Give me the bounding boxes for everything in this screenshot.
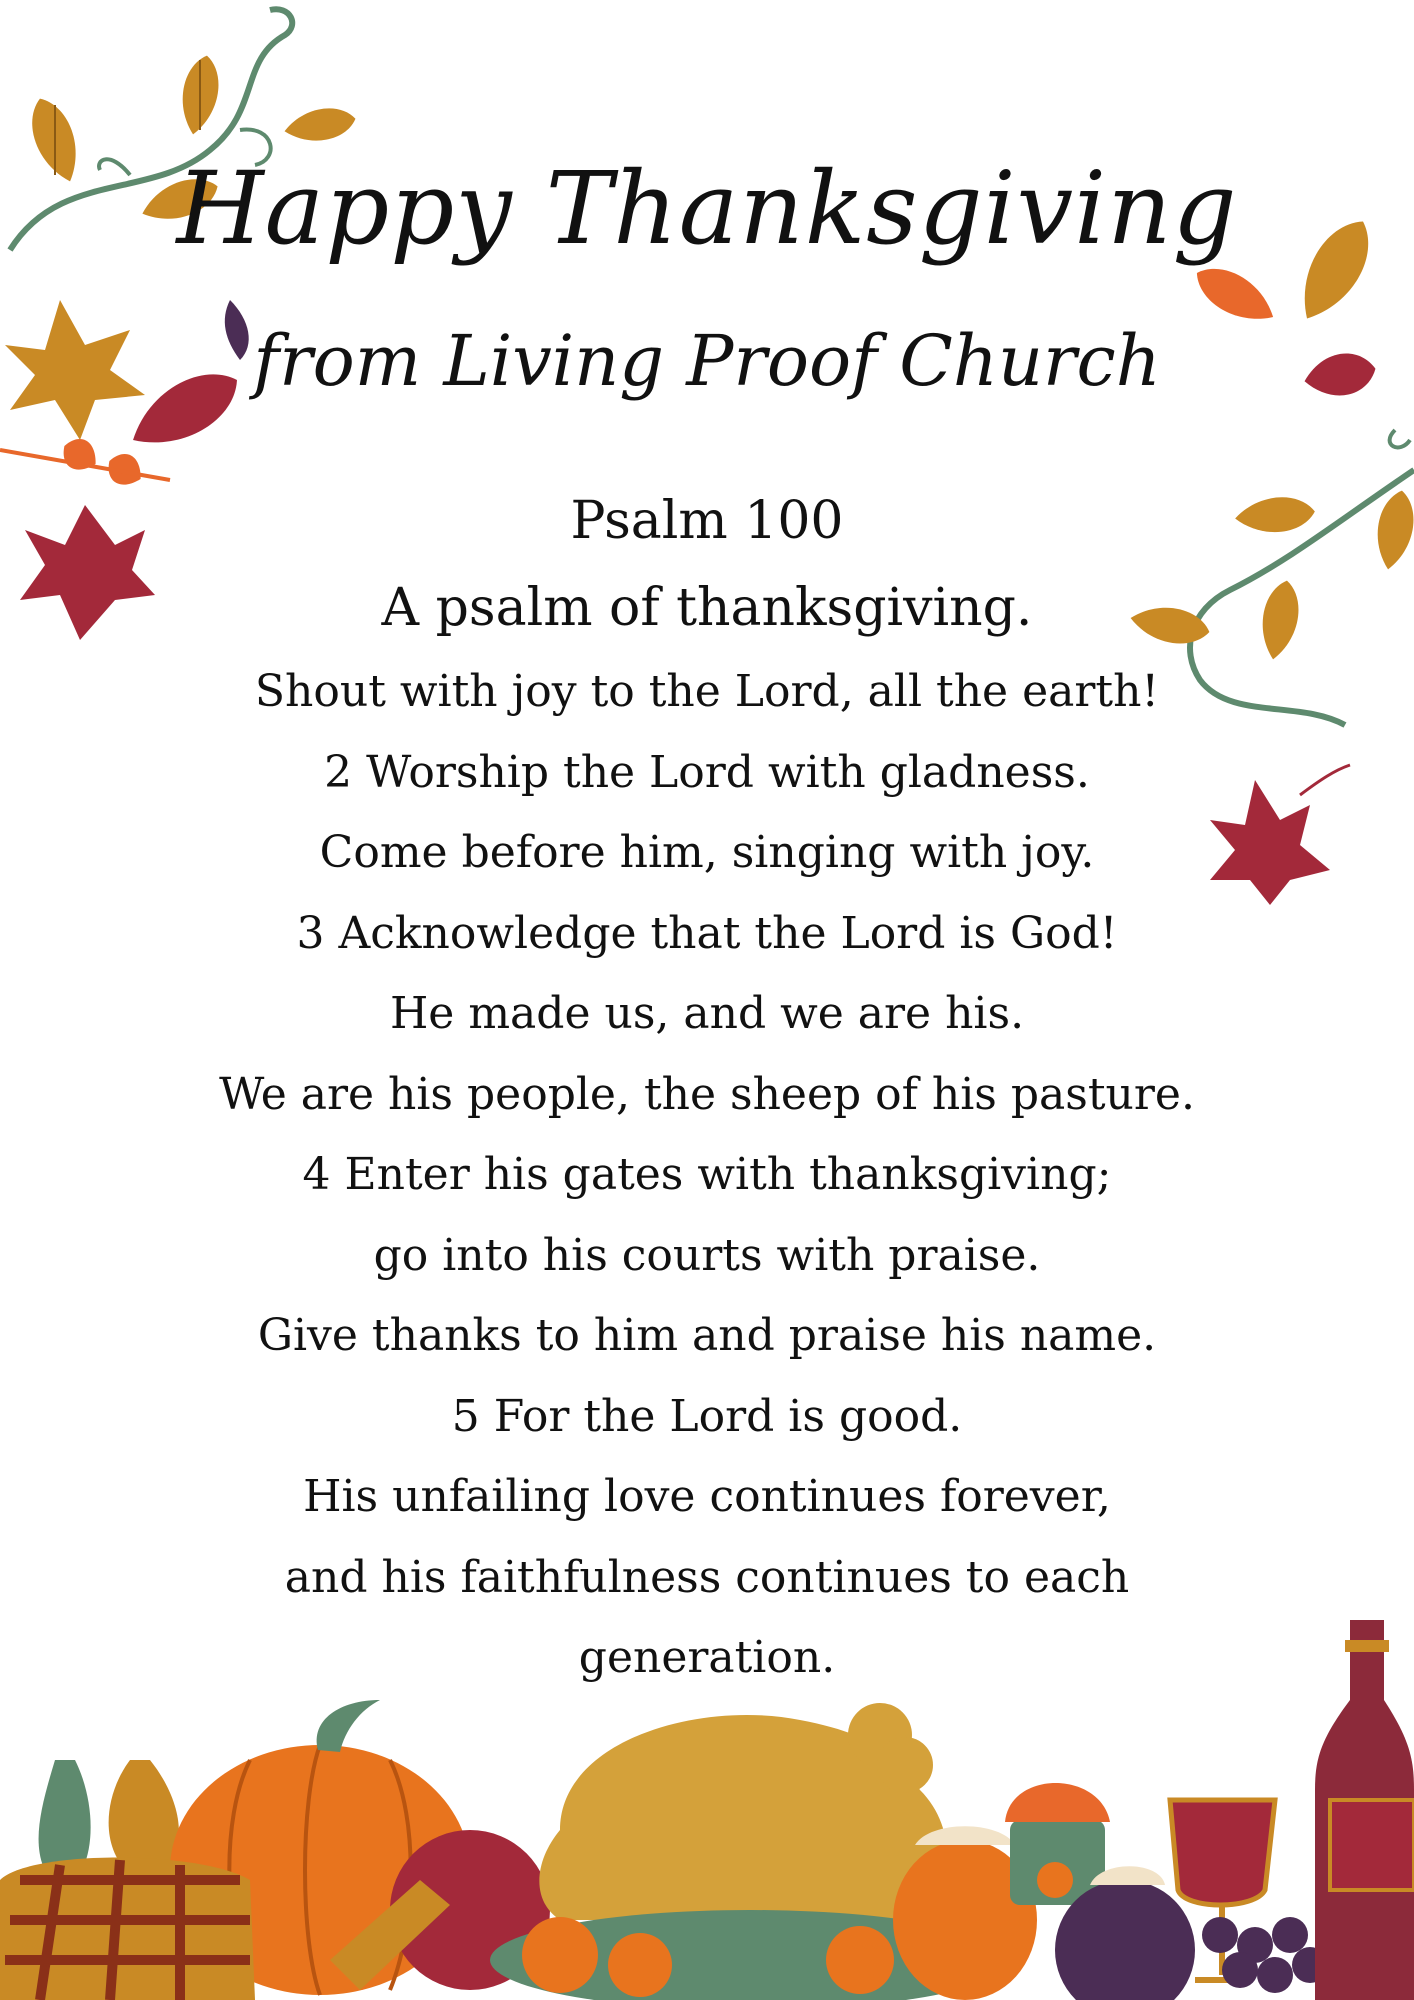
- psalm-line: His unfailing love continues forever,: [303, 1471, 1111, 1522]
- psalm-line: generation.: [578, 1632, 836, 1683]
- psalm-text: [130, 478, 1284, 1699]
- psalm-line: 3 Acknowledge that the Lord is God!: [296, 907, 1118, 959]
- psalm-line: We are his people, the sheep of his pasture.: [219, 1068, 1195, 1120]
- psalm-subheading: A psalm of thanksgiving.: [381, 578, 1033, 638]
- psalm-line: Come before him, singing with joy.: [319, 827, 1095, 878]
- psalm-heading: Psalm 100: [570, 491, 844, 551]
- psalm-line: go into his courts with praise.: [373, 1229, 1041, 1281]
- psalm-line: Shout with joy to the Lord, all the earth!: [254, 666, 1160, 717]
- psalm-line: He made us, and we are his.: [389, 988, 1025, 1039]
- page-title: Happy Thanksgiving: [176, 150, 1238, 267]
- psalm-line: and his faithfulness continues to each: [284, 1551, 1130, 1603]
- psalm-line: 2 Worship the Lord with gladness.: [324, 746, 1090, 798]
- page-subtitle: from Living Proof Church: [253, 320, 1161, 402]
- psalm-line: 4 Enter his gates with thanksgiving;: [302, 1149, 1112, 1200]
- psalm-line: 5 For the Lord is good.: [451, 1390, 963, 1442]
- psalm-line: Give thanks to him and praise his name.: [257, 1310, 1157, 1361]
